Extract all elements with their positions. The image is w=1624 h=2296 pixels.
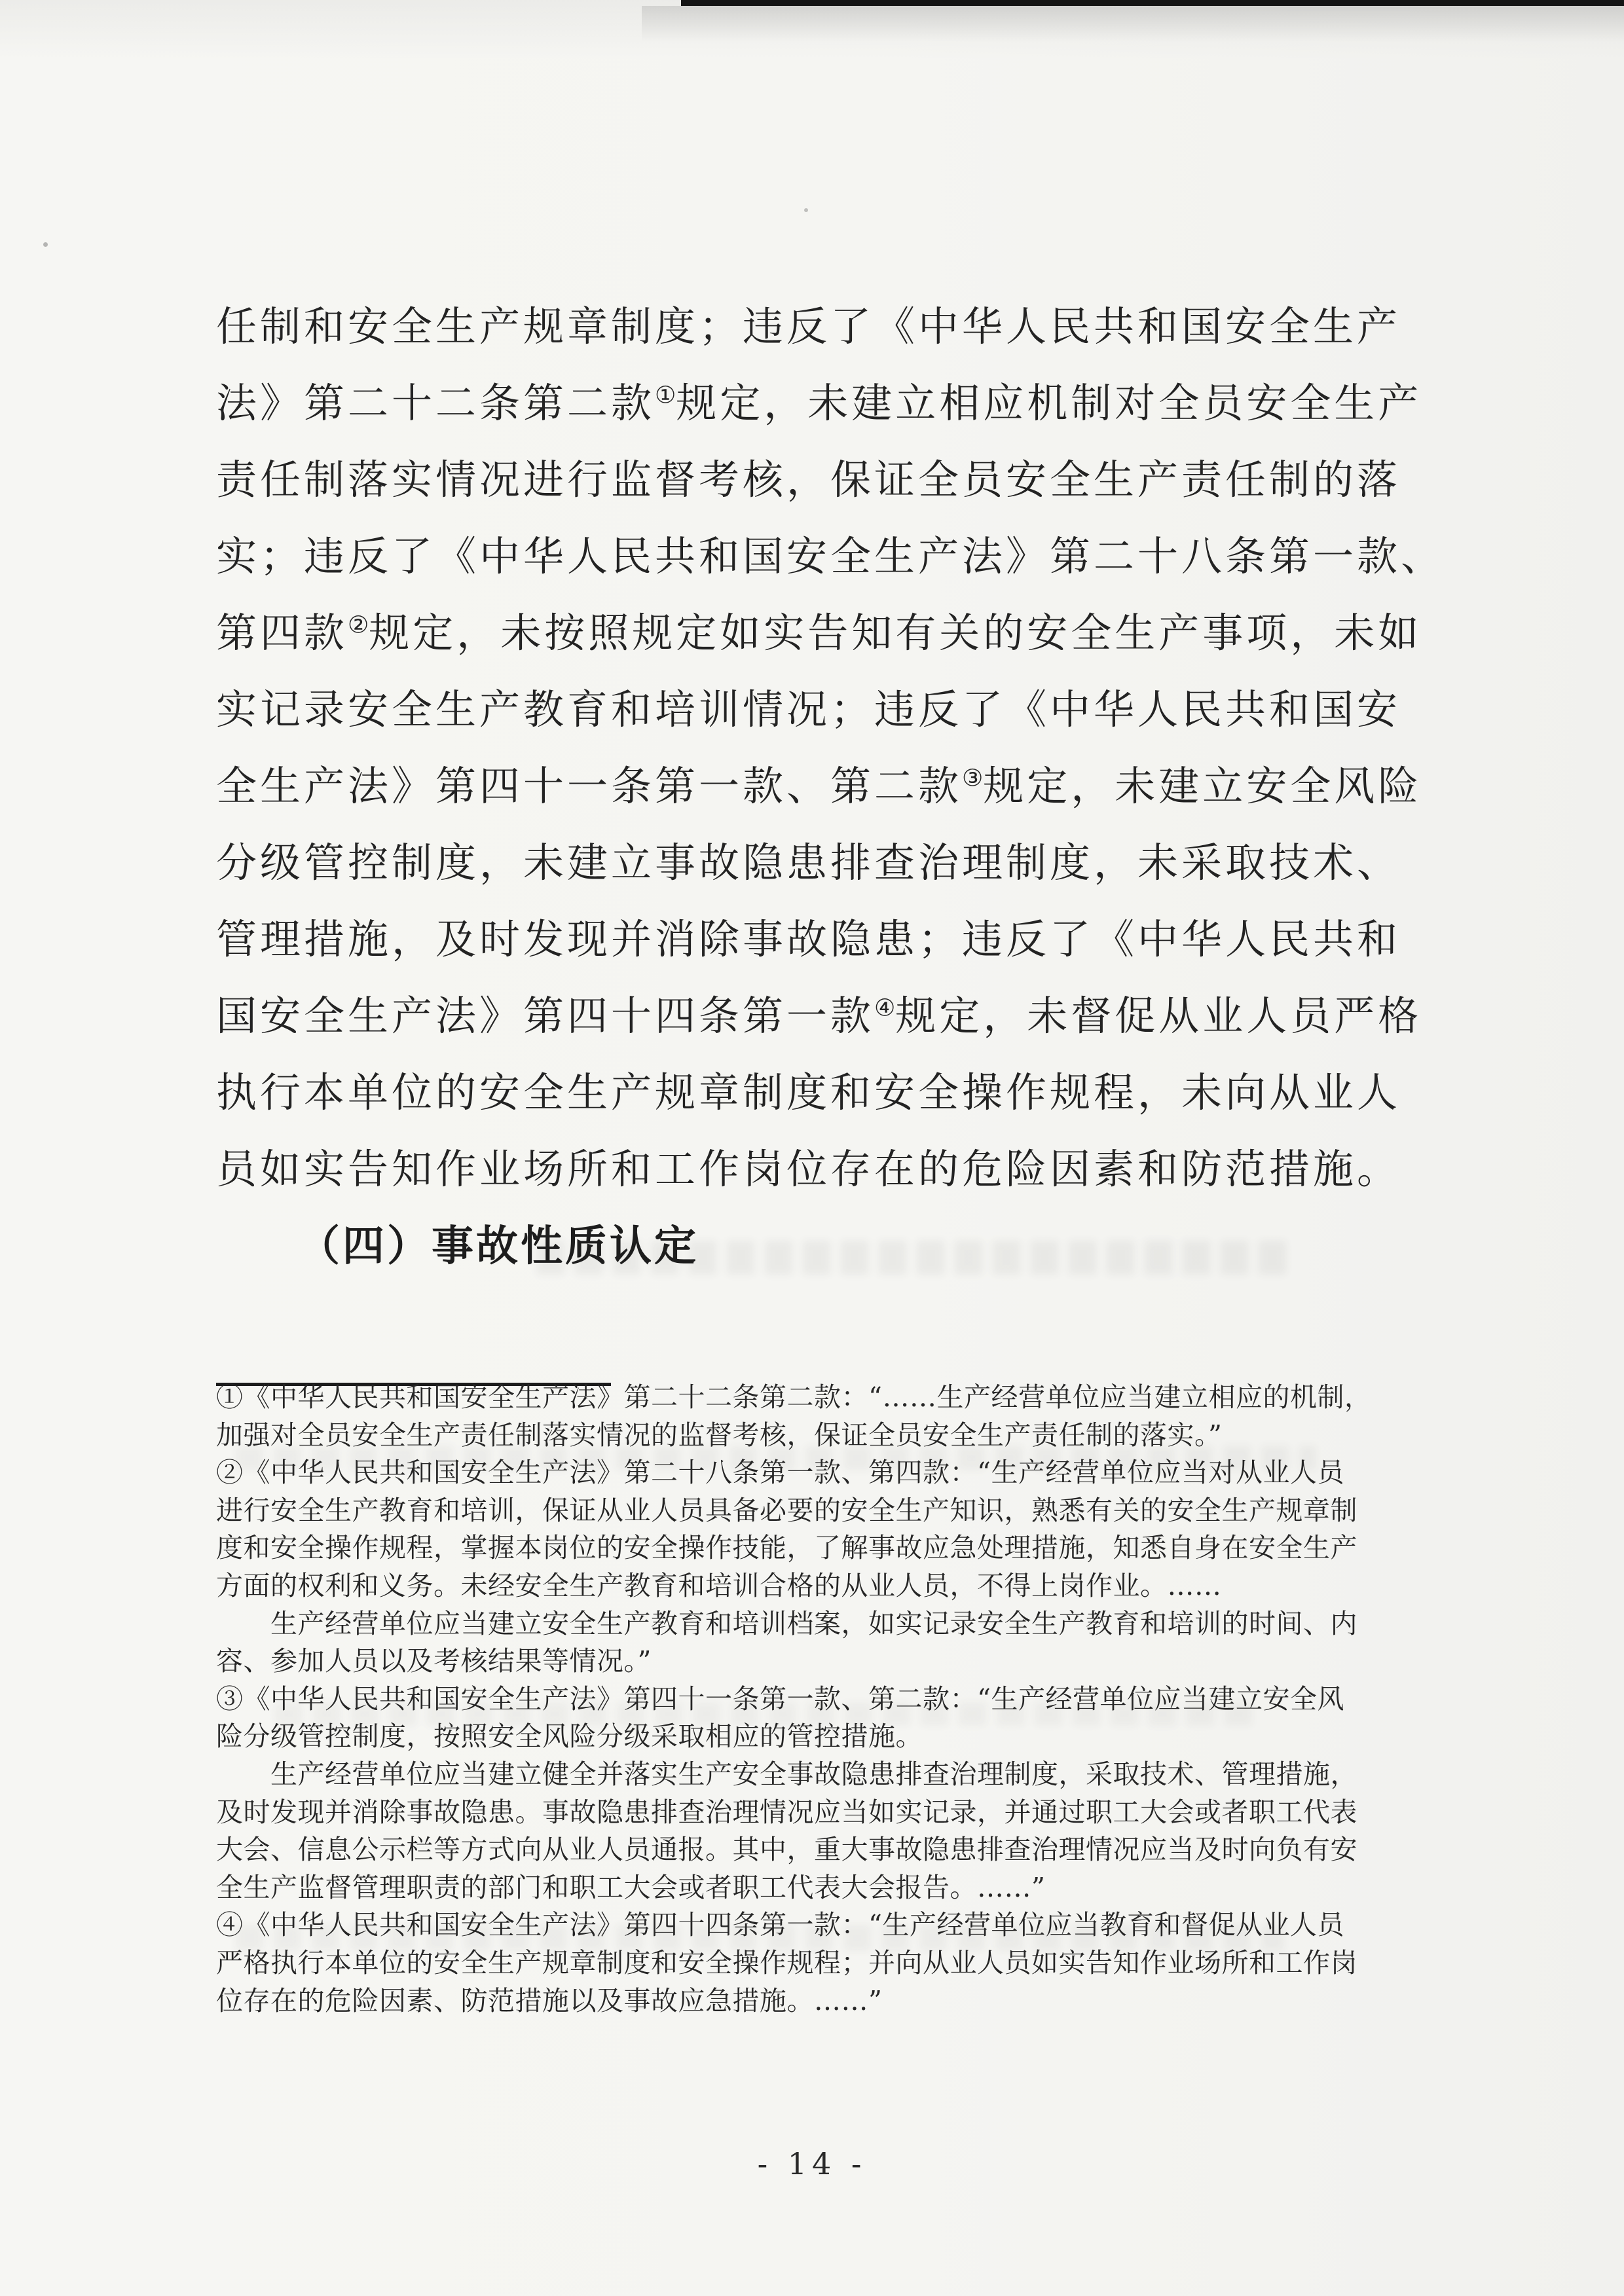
- body-line-text: 执行本单位的安全生产规章制度和安全操作规程，未向从业人: [216, 1068, 1401, 1116]
- body-line-text: 规定，未督促从业人员严格: [895, 992, 1422, 1040]
- body-line: [216, 365, 1434, 441]
- body-line: [216, 288, 1434, 365]
- body-line: [216, 441, 1434, 518]
- scan-edge-shade: [642, 6, 1624, 42]
- body-line-text: 规定，未建立安全风险: [983, 762, 1422, 810]
- body-line: [216, 671, 1434, 748]
- body-line-text: 员如实告知作业场所和工作岗位存在的危险因素和防范措施。: [216, 1145, 1401, 1193]
- body-line: [216, 824, 1434, 901]
- body-line: [216, 748, 1434, 824]
- body-line-text: 管理措施，及时发现并消除事故隐患；违反了《中华人民共和: [216, 915, 1401, 963]
- footnote-line: 严格执行本单位的安全生产规章制度和安全操作规程；并向从业人员如实告知作业场所和工作岗: [216, 1946, 1357, 1978]
- scan-speck: [804, 208, 808, 212]
- body-line-text: 法》第二十二条第二款: [216, 379, 655, 427]
- body-line-text: 实记录安全生产教育和培训情况；违反了《中华人民共和国安: [216, 685, 1401, 733]
- footnote-line: ③《中华人民共和国安全生产法》第四十一条第一款、第二款：“生产经营单位应当建立安全风: [216, 1683, 1344, 1715]
- body-line-text: 规定，未按照规定如实告知有关的安全生产事项，未如: [369, 609, 1422, 657]
- footnote-line: 生产经营单位应当建立健全并落实生产安全事故隐患排查治理制度，采取技术、管理措施，: [216, 1758, 1357, 1790]
- scan-speck: [43, 242, 48, 247]
- body-line-text: 全生产法》第四十一条第一款、第二款: [216, 762, 963, 810]
- body-line-text: 分级管控制度，未建立事故隐患排查治理制度，未采取技术、: [216, 839, 1401, 886]
- body-line-text: 责任制落实情况进行监督考核，保证全员安全生产责任制的落: [216, 456, 1401, 503]
- body-line-text: 任制和安全生产规章制度；违反了《中华人民共和国安全生产: [216, 302, 1401, 350]
- body-line-text: 实；违反了《中华人民共和国安全生产法》第二十八条第一款、: [216, 532, 1445, 580]
- footnote-line: 生产经营单位应当建立安全生产教育和培训档案，如实记录安全生产教育和培训的时间、内: [216, 1607, 1357, 1639]
- body-line: [216, 1131, 1434, 1207]
- footnote-line: ②《中华人民共和国安全生产法》第二十八条第一款、第四款：“生产经营单位应当对从业人员: [216, 1457, 1344, 1489]
- body-line-text: 国安全生产法》第四十四条第一款: [216, 992, 875, 1040]
- body-text: [216, 288, 1445, 1207]
- footnote-line: 进行安全生产教育和培训，保证从业人员具备必要的安全生产知识，熟悉有关的安全生产规章制: [216, 1494, 1357, 1526]
- body-line-text: 规定，未建立相应机制对全员安全生产: [676, 379, 1422, 427]
- footnote-line: 位存在的危险因素、防范措施以及事故应急措施。……”: [216, 1984, 883, 2016]
- body-line: [216, 901, 1434, 977]
- section-heading: （四）事故性质认定: [298, 1222, 699, 1271]
- footnote-line: ①《中华人民共和国安全生产法》第二十二条第二款：“……生产经营单位应当建立相应的机制，: [216, 1381, 1372, 1413]
- body-line: [216, 594, 1434, 671]
- footnote-reference-mark: ①: [655, 382, 676, 409]
- body-line: [216, 518, 1445, 594]
- footnote-line: 加强对全员安全生产责任制落实情况的监督考核，保证全员安全生产责任制的落实。”: [216, 1419, 1223, 1451]
- footnote-reference-mark: ④: [874, 994, 896, 1022]
- footnote-line: 大会、信息公示栏等方式向从业人员通报。其中，重大事故隐患排查治理情况应当及时向负有安: [216, 1834, 1357, 1866]
- footnote-line: ④《中华人民共和国安全生产法》第四十四条第一款：“生产经营单位应当教育和督促从业人员: [216, 1909, 1344, 1941]
- body-line: [216, 977, 1434, 1054]
- scan-edge-artifact: [681, 0, 1624, 6]
- footnote-reference-mark: ③: [962, 765, 984, 792]
- footnote-line: 全生产监督管理职责的部门和职工大会或者职工代表大会报告。……”: [216, 1871, 1046, 1903]
- footnotes: [216, 1379, 1434, 2020]
- body-line: [216, 1054, 1434, 1131]
- page-number: - 14 -: [757, 2146, 867, 2181]
- footnote-line: 容、参加人员以及考核结果等情况。”: [216, 1645, 652, 1677]
- footnote-line: 度和安全操作规程，掌握本岗位的安全操作技能，了解事故应急处理措施，知悉自身在安全生产: [216, 1532, 1357, 1564]
- footnote-line: 险分级管控制度，按照安全风险分级采取相应的管控措施。: [216, 1721, 923, 1753]
- footnote-reference-mark: ②: [348, 611, 369, 639]
- footnote-line: 方面的权利和义务。未经安全生产教育和培训合格的从业人员，不得上岗作业。……: [216, 1569, 1222, 1601]
- footnote-line: 及时发现并消除事故隐患。事故隐患排查治理情况应当如实记录，并通过职工大会或者职工代表: [216, 1796, 1357, 1828]
- body-line-text: 第四款: [216, 609, 348, 657]
